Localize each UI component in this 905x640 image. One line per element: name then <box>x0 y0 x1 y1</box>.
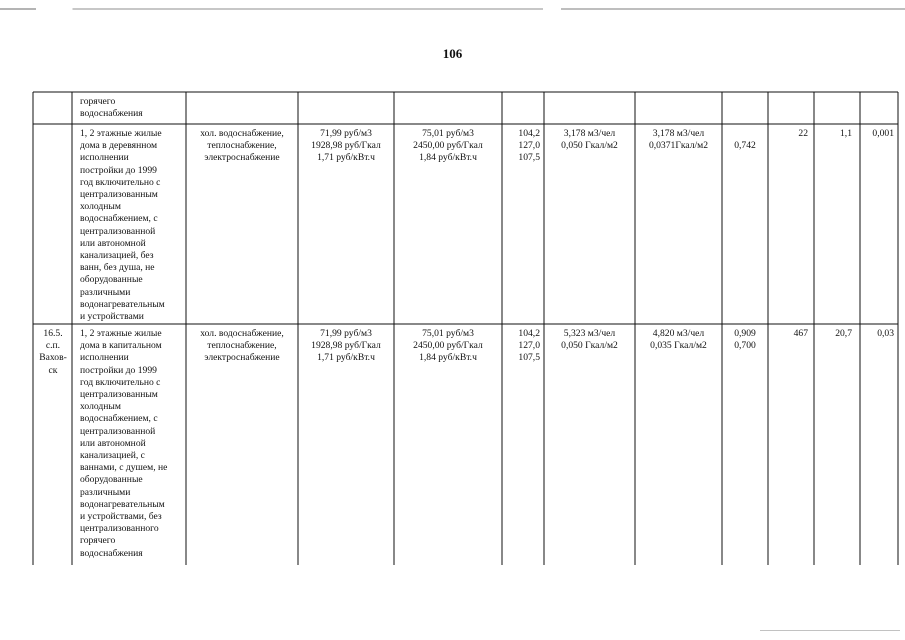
row-services: хол. водоснабжение, теплоснабжение, электроснабжение <box>200 328 284 364</box>
row-norm-2: 4,820 м3/чел 0,035 Гкал/м2 <box>650 328 707 352</box>
row-coefficient: 0,742 <box>734 140 756 151</box>
row-index: 104,2 127,0 107,5 <box>518 328 540 364</box>
row-code: 16.5. с.п. Вахов- ск <box>39 328 67 376</box>
row-tariff-2: 75,01 руб/м3 2450,00 руб/Гкал 1,84 руб/кВт.ч <box>413 128 483 164</box>
row-norm-2: 3,178 м3/чел 0,0371Гкал/м2 <box>648 128 709 152</box>
row-value: 20,7 <box>835 328 852 339</box>
row-norm-1: 3,178 м3/чел 0,050 Гкал/м2 <box>561 128 618 152</box>
continuation-description: горячего водоснабжения <box>80 96 143 120</box>
row-count: 22 <box>798 128 808 139</box>
page-number: 106 <box>442 46 463 61</box>
row-services: хол. водоснабжение, теплоснабжение, электроснабжение <box>200 128 284 164</box>
scan-artifact-bottom <box>760 630 900 631</box>
row-tariff-2: 75,01 руб/м3 2450,00 руб/Гкал 1,84 руб/кВт.ч <box>413 328 483 364</box>
row-count: 467 <box>793 328 808 339</box>
row-description: 1, 2 этажные жилые дома в капитальном исполнении постройки до 1999 год включительно с централизованным холодным водоснабжением, с централизованной или автономной канализацией, с ваннами, с душем, не оборудованные различными водонагревательным и устройствами, без централизованного горячего водоснабжения <box>80 328 168 559</box>
row-description: 1, 2 этажные жилые дома в деревянном исполнении постройки до 1999 год включительно с централизованным холодным водоснабжением, с централизованной или автономной канализацией, без ванн, без душа, не оборудованные различными водонагревательным и устройствами <box>80 128 165 323</box>
row-norm-1: 5,323 м3/чел 0,050 Гкал/м2 <box>561 328 618 352</box>
row-value: 1,1 <box>840 128 852 139</box>
row-index: 104,2 127,0 107,5 <box>518 128 540 164</box>
row-tariff-1: 71,99 руб/м3 1928,98 руб/Гкал 1,71 руб/кВт.ч <box>311 328 381 364</box>
row-tariff-1: 71,99 руб/м3 1928,98 руб/Гкал 1,71 руб/кВт.ч <box>311 128 381 164</box>
row-share: 0,03 <box>877 328 894 339</box>
row-coefficient: 0,909 0,700 <box>734 328 756 352</box>
row-share: 0,001 <box>872 128 894 139</box>
